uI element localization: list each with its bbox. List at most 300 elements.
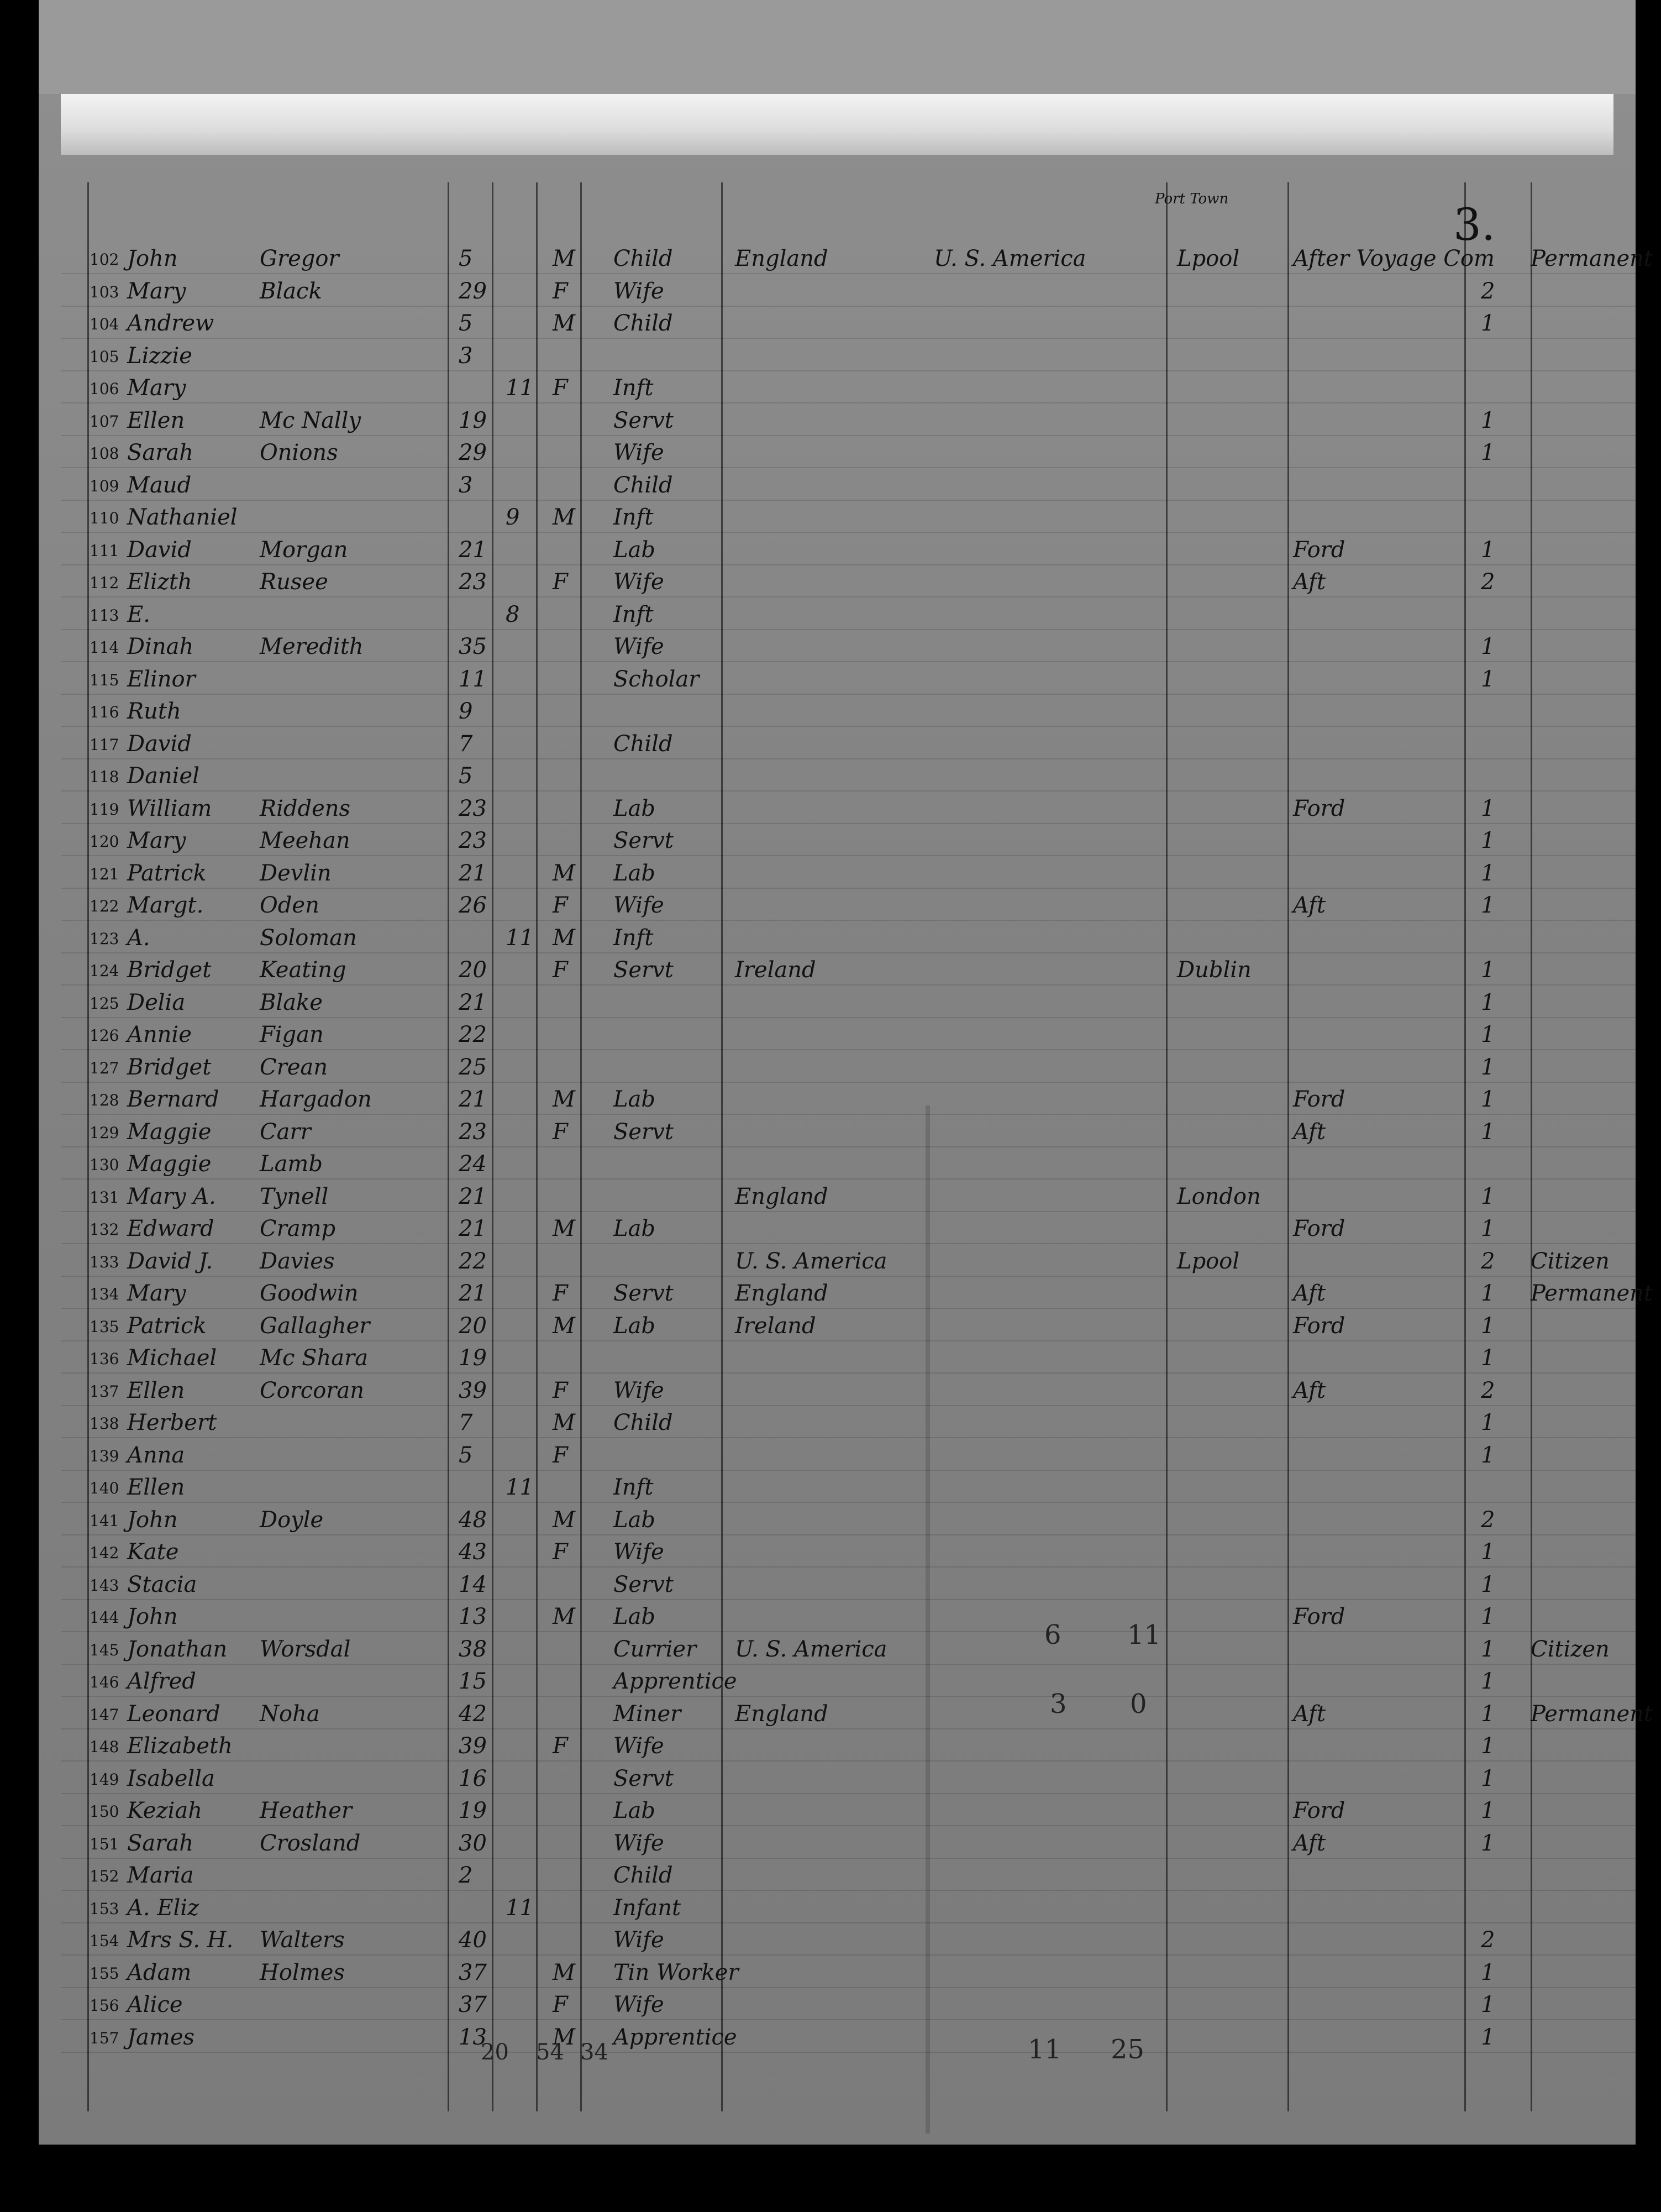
- row-rule: [61, 1372, 1636, 1374]
- row-rule: [61, 1664, 1636, 1665]
- footer-total: 54: [536, 2040, 564, 2065]
- sex: M: [553, 1604, 575, 1629]
- destination-country: U. S. America: [934, 246, 1086, 271]
- age: 2: [459, 1863, 473, 1888]
- sex: F: [553, 278, 568, 304]
- surname: Lamb: [260, 1151, 323, 1177]
- port-of-embarkation: Dublin: [1177, 957, 1252, 983]
- passenger-count: 1: [1481, 1022, 1495, 1047]
- row-number: 144: [90, 1608, 119, 1627]
- given-name: William: [127, 795, 212, 821]
- passenger-count: 1: [1481, 1765, 1495, 1791]
- given-name: Bernard: [127, 1087, 219, 1112]
- passenger-count: 2: [1481, 278, 1495, 304]
- given-name: Elizabeth: [127, 1733, 233, 1759]
- row-number: 118: [90, 768, 119, 786]
- row-number: 137: [90, 1382, 119, 1401]
- row-number: 145: [90, 1640, 119, 1659]
- occupation: Currier: [613, 1636, 697, 1662]
- row-rule: [61, 1276, 1636, 1277]
- voyage-class: Ford: [1293, 1087, 1345, 1112]
- given-name: Bridget: [127, 1054, 212, 1080]
- given-name: Sarah: [127, 1830, 193, 1856]
- infant-months: 8: [506, 601, 520, 627]
- row-number: 130: [90, 1156, 119, 1174]
- given-name: Annie: [127, 1022, 192, 1047]
- surname: Crean: [260, 1054, 328, 1080]
- surname: Tynell: [260, 1183, 329, 1209]
- voyage-class: Aft: [1293, 893, 1326, 918]
- age: 37: [459, 1992, 487, 2017]
- country-of-birth: England: [735, 1183, 828, 1209]
- row-rule: [61, 273, 1636, 274]
- given-name: Alice: [127, 1992, 183, 2017]
- residence-status: Citizen: [1531, 1636, 1610, 1662]
- row-number: 120: [90, 832, 119, 851]
- occupation: Child: [613, 311, 673, 336]
- given-name: Andrew: [127, 311, 214, 336]
- row-rule: [61, 500, 1636, 501]
- row-rule: [61, 984, 1636, 986]
- passenger-count: 1: [1481, 2024, 1495, 2050]
- age: 5: [459, 311, 473, 336]
- age: 40: [459, 1927, 487, 1953]
- occupation: Infant: [613, 1895, 681, 1921]
- given-name: Mrs S. H.: [127, 1927, 234, 1953]
- passenger-count: 2: [1481, 1248, 1495, 1274]
- tally-mark: 6: [1044, 1619, 1061, 1650]
- occupation: Inft: [613, 1475, 654, 1500]
- age: 14: [459, 1571, 487, 1597]
- row-rule: [61, 1243, 1636, 1244]
- occupation: Wife: [613, 1377, 664, 1403]
- row-rule: [61, 306, 1636, 307]
- surname: Figan: [260, 1022, 324, 1047]
- residence-status: Permanent: [1531, 246, 1653, 271]
- row-number: 104: [90, 315, 119, 333]
- age: 13: [459, 1604, 487, 1629]
- voyage-class: Ford: [1293, 1798, 1345, 1823]
- surname: Walters: [260, 1927, 345, 1953]
- passenger-count: 1: [1481, 1539, 1495, 1565]
- row-number: 139: [90, 1446, 119, 1465]
- surname: Mc Nally: [260, 407, 361, 433]
- passenger-count: 1: [1481, 893, 1495, 918]
- occupation: Servt: [613, 828, 674, 853]
- age: 20: [459, 1313, 487, 1339]
- passenger-count: 1: [1481, 1313, 1495, 1339]
- occupation: Servt: [613, 1571, 674, 1597]
- age: 23: [459, 795, 487, 821]
- row-rule: [61, 1114, 1636, 1115]
- age: 5: [459, 1442, 473, 1468]
- surname: Holmes: [260, 1959, 345, 1985]
- row-number: 129: [90, 1123, 119, 1142]
- surname: Black: [260, 278, 322, 304]
- voyage-class: Aft: [1293, 569, 1326, 595]
- row-rule: [61, 467, 1636, 468]
- age: 22: [459, 1022, 487, 1047]
- top-strip: [39, 0, 1636, 94]
- age: 19: [459, 1345, 487, 1371]
- given-name: David J.: [127, 1248, 213, 1274]
- surname: Goodwin: [260, 1281, 359, 1306]
- passenger-count: 1: [1481, 1345, 1495, 1371]
- sex: M: [553, 1507, 575, 1533]
- footer-total: 20: [481, 2040, 509, 2065]
- given-name: James: [127, 2024, 195, 2050]
- surname: Gallagher: [260, 1313, 370, 1339]
- age: 7: [459, 1410, 473, 1435]
- row-rule: [61, 596, 1636, 597]
- age: 21: [459, 860, 487, 886]
- row-number: 105: [90, 347, 119, 366]
- sex: M: [553, 1313, 575, 1339]
- row-number: 148: [90, 1738, 119, 1756]
- surname: Hargadon: [260, 1087, 372, 1112]
- given-name: Isabella: [127, 1765, 215, 1791]
- row-number: 125: [90, 994, 119, 1013]
- passenger-count: 1: [1481, 1119, 1495, 1145]
- row-rule: [61, 629, 1636, 630]
- occupation: Child: [613, 731, 673, 757]
- sex: M: [553, 925, 575, 951]
- age: 26: [459, 893, 487, 918]
- passenger-count: 1: [1481, 1798, 1495, 1823]
- age: 25: [459, 1054, 487, 1080]
- given-name: Lizzie: [127, 343, 192, 369]
- given-name: Adam: [127, 1959, 192, 1985]
- country-of-birth: England: [735, 1701, 828, 1727]
- country-of-birth: U. S. America: [735, 1636, 887, 1662]
- given-name: Ruth: [127, 699, 181, 724]
- occupation: Lab: [613, 795, 656, 821]
- surname: Devlin: [260, 860, 332, 886]
- age: 9: [459, 699, 473, 724]
- voyage-class: Ford: [1293, 1313, 1345, 1339]
- voyage-class: After Voyage Com: [1293, 246, 1495, 271]
- row-number: 108: [90, 444, 119, 463]
- row-rule: [61, 435, 1636, 436]
- row-number: 112: [90, 574, 119, 592]
- sex: F: [553, 1377, 568, 1403]
- age: 39: [459, 1733, 487, 1759]
- passenger-count: 1: [1481, 828, 1495, 853]
- row-number: 106: [90, 380, 119, 398]
- surname: Morgan: [260, 537, 348, 563]
- age: 21: [459, 1183, 487, 1209]
- port-caption: Port Town: [1155, 191, 1229, 207]
- passenger-count: 1: [1481, 1733, 1495, 1759]
- passenger-count: 1: [1481, 1571, 1495, 1597]
- passenger-count: 2: [1481, 1507, 1495, 1533]
- sex: F: [553, 569, 568, 595]
- given-name: Maggie: [127, 1151, 212, 1177]
- given-name: Elinor: [127, 666, 196, 692]
- row-rule: [61, 1760, 1636, 1762]
- sex: M: [553, 246, 575, 271]
- age: 29: [459, 440, 487, 465]
- occupation: Wife: [613, 893, 664, 918]
- surname: Meehan: [260, 828, 350, 853]
- tally-mark: 0: [1130, 1689, 1147, 1720]
- sex: F: [553, 1281, 568, 1306]
- given-name: Ellen: [127, 407, 185, 433]
- occupation: Wife: [613, 1927, 664, 1953]
- age: 13: [459, 2024, 487, 2050]
- row-rule: [61, 338, 1636, 339]
- row-rule: [61, 1566, 1636, 1568]
- age: 3: [459, 343, 473, 369]
- row-number: 140: [90, 1479, 119, 1497]
- age: 21: [459, 1087, 487, 1112]
- row-number: 146: [90, 1673, 119, 1691]
- occupation: Inft: [613, 505, 654, 530]
- occupation: Wife: [613, 634, 664, 659]
- row-number: 114: [90, 638, 119, 657]
- passenger-count: 2: [1481, 1927, 1495, 1953]
- row-number: 117: [90, 735, 119, 754]
- occupation: Scholar: [613, 666, 700, 692]
- given-name: Patrick: [127, 1313, 207, 1339]
- row-rule: [61, 1082, 1636, 1083]
- occupation: Wife: [613, 569, 664, 595]
- given-name: Anna: [127, 1442, 185, 1468]
- given-name: Ellen: [127, 1377, 185, 1403]
- age: 23: [459, 1119, 487, 1145]
- given-name: Patrick: [127, 860, 207, 886]
- passenger-count: 1: [1481, 1959, 1495, 1985]
- sex: F: [553, 893, 568, 918]
- sex: F: [553, 1539, 568, 1565]
- tally-mark: 25: [1111, 2034, 1145, 2065]
- row-rule: [61, 1017, 1636, 1018]
- passenger-count: 1: [1481, 860, 1495, 886]
- given-name: Dinah: [127, 634, 194, 659]
- age: 15: [459, 1669, 487, 1694]
- row-rule: [61, 532, 1636, 533]
- passenger-count: 1: [1481, 537, 1495, 563]
- passenger-count: 1: [1481, 1410, 1495, 1435]
- age: 39: [459, 1377, 487, 1403]
- tally-mark: 11: [1028, 2034, 1062, 2065]
- age: 29: [459, 278, 487, 304]
- occupation: Child: [613, 1863, 673, 1888]
- country-of-birth: Ireland: [735, 1313, 816, 1339]
- row-rule: [61, 1146, 1636, 1147]
- occupation: Servt: [613, 407, 674, 433]
- row-number: 124: [90, 962, 119, 980]
- row-number: 109: [90, 476, 119, 495]
- sex: M: [553, 1959, 575, 1985]
- row-number: 153: [90, 1899, 119, 1918]
- infant-months: 11: [506, 1895, 534, 1921]
- occupation: Lab: [613, 1313, 656, 1339]
- infant-months: 9: [506, 505, 520, 530]
- given-name: Maggie: [127, 1119, 212, 1145]
- given-name: Delia: [127, 989, 186, 1015]
- row-rule: [61, 823, 1636, 824]
- given-name: A. Eliz: [127, 1895, 199, 1921]
- given-name: Sarah: [127, 440, 193, 465]
- surname: Heather: [260, 1798, 353, 1823]
- passenger-count: 1: [1481, 634, 1495, 659]
- occupation: Servt: [613, 1765, 674, 1791]
- passenger-count: 1: [1481, 1183, 1495, 1209]
- port-of-embarkation: Lpool: [1177, 1248, 1240, 1274]
- occupation: Apprentice: [613, 2024, 737, 2050]
- row-number: 115: [90, 670, 119, 689]
- passenger-count: 1: [1481, 957, 1495, 983]
- row-number: 149: [90, 1770, 119, 1789]
- sex: F: [553, 1119, 568, 1145]
- passenger-count: 1: [1481, 1087, 1495, 1112]
- age: 21: [459, 1216, 487, 1241]
- row-rule: [61, 1987, 1636, 1988]
- row-rule: [61, 952, 1636, 953]
- age: 37: [459, 1959, 487, 1985]
- row-number: 136: [90, 1350, 119, 1368]
- occupation: Servt: [613, 1119, 674, 1145]
- passenger-count: 1: [1481, 1830, 1495, 1856]
- passenger-count: 1: [1481, 1992, 1495, 2017]
- surname: Rusee: [260, 569, 328, 595]
- row-rule: [61, 790, 1636, 792]
- age: 16: [459, 1765, 487, 1791]
- country-of-birth: Ireland: [735, 957, 816, 983]
- age: 11: [459, 666, 487, 692]
- occupation: Lab: [613, 1507, 656, 1533]
- surname: Doyle: [260, 1507, 324, 1533]
- given-name: Nathaniel: [127, 505, 238, 530]
- residence-status: Permanent: [1531, 1281, 1653, 1306]
- occupation: Child: [613, 246, 673, 271]
- tally-mark: 3: [1050, 1689, 1067, 1720]
- row-rule: [61, 726, 1636, 727]
- occupation: Tin Worker: [613, 1959, 739, 1985]
- row-rule: [61, 1470, 1636, 1471]
- row-number: 113: [90, 606, 119, 625]
- occupation: Wife: [613, 1539, 664, 1565]
- passenger-count: 1: [1481, 1442, 1495, 1468]
- occupation: Lab: [613, 860, 656, 886]
- sex: F: [553, 1733, 568, 1759]
- occupation: Inft: [613, 375, 654, 401]
- row-number: 142: [90, 1544, 119, 1562]
- sex: F: [553, 1442, 568, 1468]
- age: 24: [459, 1151, 487, 1177]
- occupation: Lab: [613, 537, 656, 563]
- sex: F: [553, 375, 568, 401]
- voyage-class: Aft: [1293, 1830, 1326, 1856]
- occupation: Wife: [613, 1733, 664, 1759]
- row-number: 154: [90, 1932, 119, 1950]
- row-rule: [61, 1728, 1636, 1729]
- row-rule: [61, 888, 1636, 889]
- row-rule: [61, 1308, 1636, 1309]
- infant-months: 11: [506, 1475, 534, 1500]
- surname: Carr: [260, 1119, 311, 1145]
- row-number: 131: [90, 1188, 119, 1207]
- row-rule: [61, 694, 1636, 695]
- row-number: 147: [90, 1705, 119, 1724]
- row-number: 110: [90, 509, 119, 527]
- occupation: Lab: [613, 1087, 656, 1112]
- surname: Davies: [260, 1248, 335, 1274]
- row-number: 107: [90, 412, 119, 431]
- row-number: 151: [90, 1834, 119, 1853]
- row-rule: [61, 1858, 1636, 1859]
- age: 30: [459, 1830, 487, 1856]
- surname: Oden: [260, 893, 319, 918]
- row-number: 150: [90, 1802, 119, 1821]
- tape-strip: [61, 94, 1613, 155]
- page-fold: [926, 1105, 930, 2134]
- row-number: 141: [90, 1511, 119, 1530]
- given-name: Elizth: [127, 569, 192, 595]
- row-number: 122: [90, 897, 119, 915]
- age: 42: [459, 1701, 487, 1727]
- given-name: Keziah: [127, 1798, 202, 1823]
- occupation: Servt: [613, 957, 674, 983]
- country-of-birth: England: [735, 1281, 828, 1306]
- passenger-count: 1: [1481, 1054, 1495, 1080]
- row-rule: [61, 855, 1636, 856]
- surname: Gregor: [260, 246, 339, 271]
- voyage-class: Ford: [1293, 537, 1345, 563]
- passenger-count: 2: [1481, 1377, 1495, 1403]
- row-rule: [61, 370, 1636, 371]
- age: 22: [459, 1248, 487, 1274]
- sex: M: [553, 1087, 575, 1112]
- age: 19: [459, 407, 487, 433]
- occupation: Inft: [613, 601, 654, 627]
- age: 5: [459, 763, 473, 789]
- row-number: 152: [90, 1867, 119, 1885]
- passenger-count: 1: [1481, 1636, 1495, 1662]
- given-name: Stacia: [127, 1571, 197, 1597]
- row-rule: [61, 1922, 1636, 1923]
- given-name: Herbert: [127, 1410, 217, 1435]
- passenger-count: 1: [1481, 311, 1495, 336]
- row-number: 157: [90, 2028, 119, 2047]
- row-rule: [61, 1825, 1636, 1826]
- given-name: Maria: [127, 1863, 194, 1888]
- row-number: 128: [90, 1091, 119, 1109]
- row-rule: [61, 1340, 1636, 1341]
- row-rule: [61, 2019, 1636, 2020]
- row-number: 133: [90, 1252, 119, 1271]
- infant-months: 11: [506, 925, 534, 951]
- given-name: John: [127, 1604, 178, 1629]
- row-rule: [61, 1954, 1636, 1956]
- age: 21: [459, 537, 487, 563]
- residence-status: Permanent: [1531, 1701, 1653, 1727]
- given-name: Michael: [127, 1345, 217, 1371]
- sex: M: [553, 1410, 575, 1435]
- row-number: 138: [90, 1414, 119, 1433]
- occupation: Wife: [613, 1830, 664, 1856]
- occupation: Inft: [613, 925, 654, 951]
- row-rule: [61, 564, 1636, 565]
- sex: F: [553, 957, 568, 983]
- voyage-class: Aft: [1293, 1377, 1326, 1403]
- port-of-embarkation: London: [1177, 1183, 1261, 1209]
- occupation: Child: [613, 472, 673, 498]
- given-name: Kate: [127, 1539, 179, 1565]
- surname: Corcoran: [260, 1377, 365, 1403]
- row-rule: [61, 1211, 1636, 1212]
